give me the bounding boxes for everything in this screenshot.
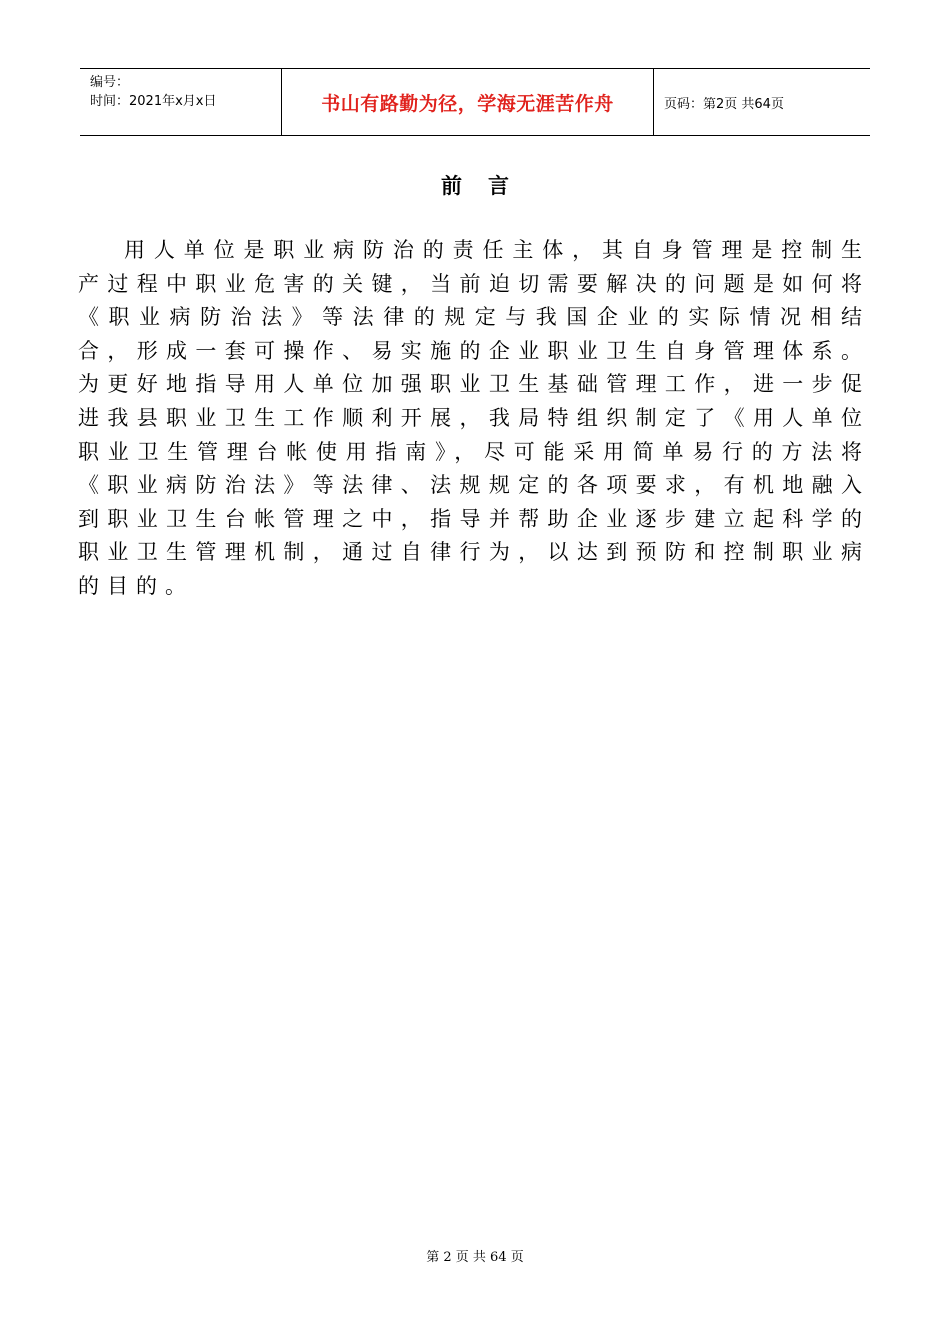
header-meta <box>80 69 282 135</box>
header-motto: 书山有路勤为径，学海无涯苦作舟 <box>282 69 654 135</box>
document-date: 时间：2021年x月x日 <box>90 94 217 109</box>
page-footer: 第 2 页 共 64 页 <box>426 1250 524 1265</box>
preface-paragraph: 用人单位是职业病防治的责任主体，其自身管理是控制生产过程中职业危害的关键，当前迫切需要解决的问题是如何将《职业病防治法》等法律的规定与我国企业的实际情况相结合，形成一套可操作、易实施的企业职业卫生自身管理体系。为更好地指导用人单位加强职业卫生基础管理工作，进一步促进我县职业卫生工作顺利开展，我局特组织制定了《用人单位职业卫生管理台帐使用指南》，尽可能采用简单易行的方法将《职业病防治法》等法律、法规规定的各项要求，有机地融入到职业卫生台帐管理之中，指导并帮助企业逐步建立起科学的职业卫生管理机制，通过自律行为，以达到预防和控制职业病的目的。 <box>78 238 870 598</box>
document-header <box>80 68 870 136</box>
page-title: 前言 <box>441 173 535 198</box>
document-number-label: 编号： <box>90 75 130 90</box>
header-page-info: 页码：第2页 共64页 <box>664 96 784 112</box>
